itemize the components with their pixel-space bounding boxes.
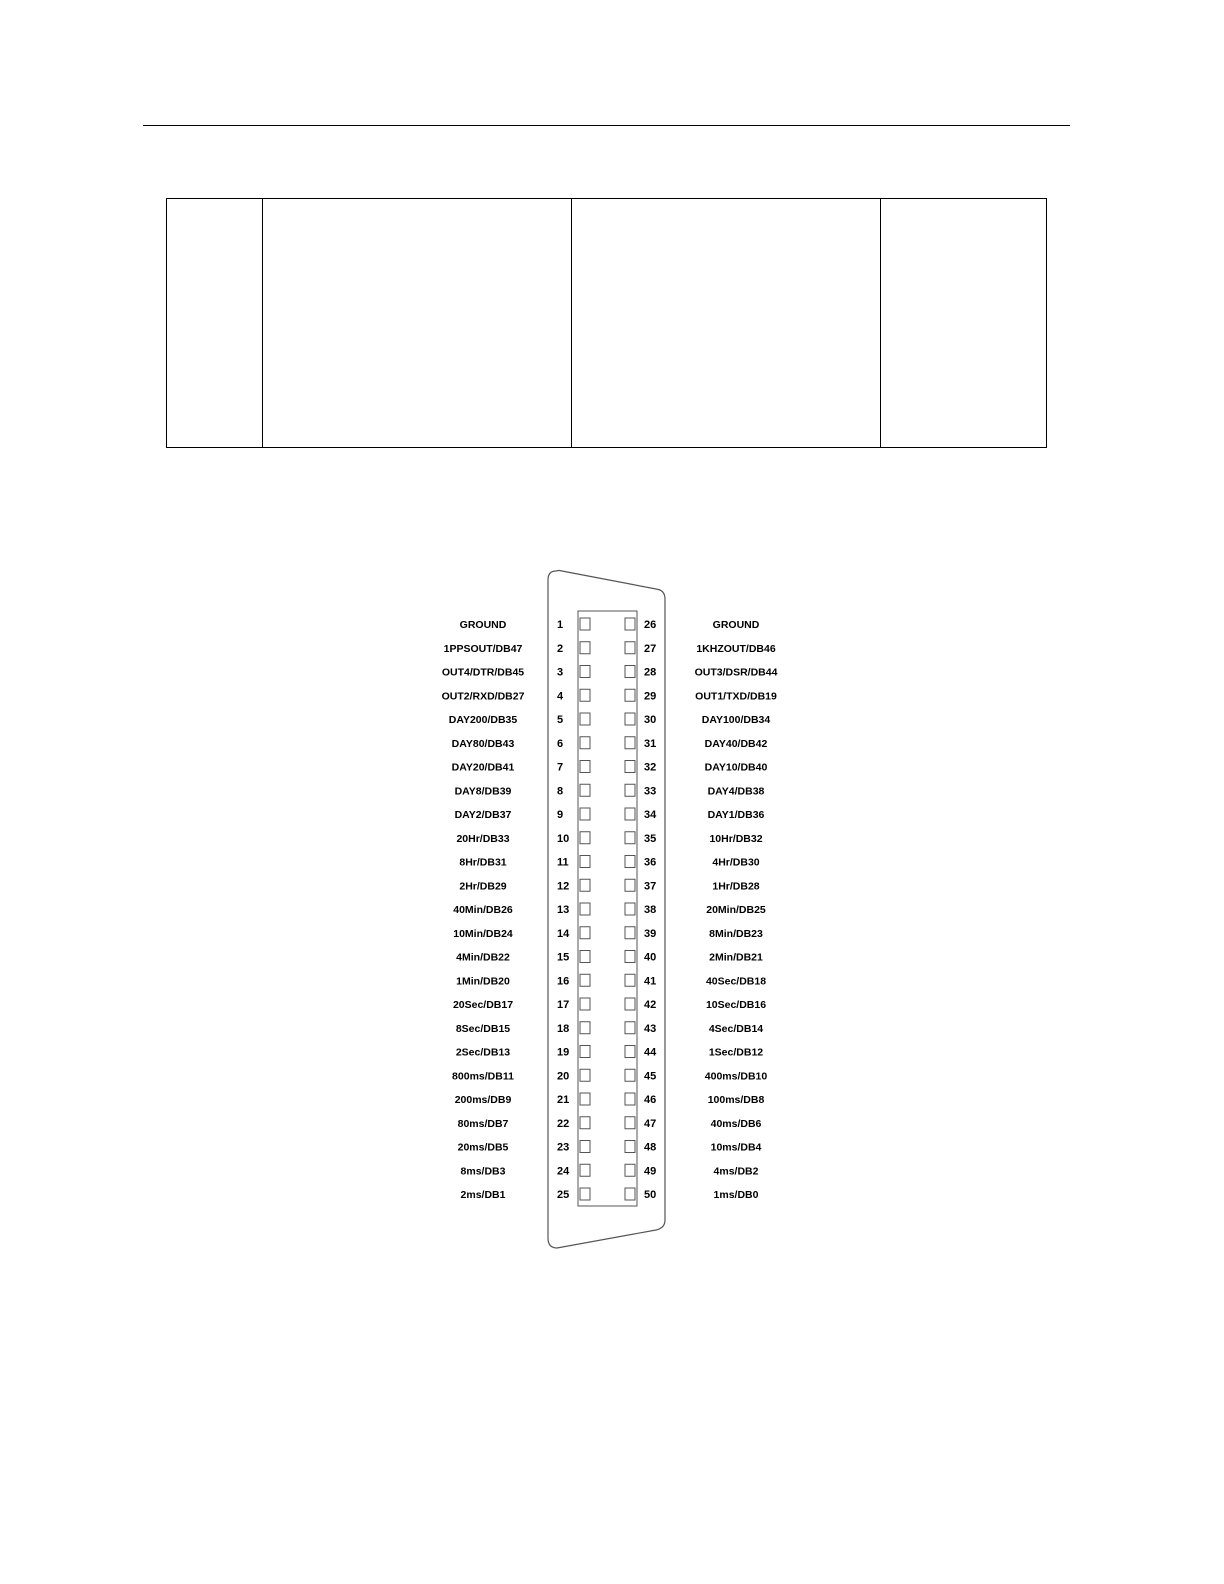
- pin-22-signal-label: 80ms/DB7: [457, 1117, 509, 1130]
- pin-6-contact: [580, 737, 590, 749]
- pin-22-contact: [580, 1117, 590, 1129]
- pin-5-contact: [580, 713, 590, 725]
- pin-37-contact: [625, 879, 635, 891]
- pin-50-signal-label: 1ms/DB0: [713, 1189, 759, 1201]
- pin-2-signal-label: 1PPSOUT/DB47: [443, 642, 523, 655]
- pin-35-contact: [625, 832, 635, 844]
- pin-7-contact: [580, 761, 590, 773]
- pin-34-signal-label: DAY1/DB36: [707, 809, 765, 821]
- pin-7-signal-label: DAY20/DB41: [451, 761, 515, 774]
- pin-3-signal-label: OUT4/DTR/DB45: [441, 666, 525, 679]
- pin-21-contact: [580, 1093, 590, 1105]
- pin-11-contact: [580, 856, 590, 868]
- pin-17-number: 17: [557, 999, 570, 1011]
- pin-40-contact: [625, 951, 635, 963]
- pin-42-signal-label: 10Sec/DB16: [705, 999, 767, 1011]
- pin-5-signal-label: DAY200/DB35: [448, 714, 518, 726]
- pin-20-number: 20: [557, 1070, 570, 1083]
- pin-25-number: 25: [557, 1189, 570, 1201]
- pin-8-signal-label: DAY8/DB39: [454, 785, 512, 798]
- pin-30-contact: [625, 713, 635, 725]
- pin-48-signal-label: 10ms/DB4: [710, 1141, 762, 1154]
- pin-33-contact: [625, 784, 635, 796]
- pin-30-signal-label: DAY100/DB34: [701, 714, 771, 726]
- pin-43-number: 43: [644, 1022, 657, 1035]
- pin-50-contact: [625, 1188, 635, 1200]
- pin-45-contact: [625, 1069, 635, 1081]
- pin-29-contact: [625, 689, 635, 701]
- pin-46-signal-label: 100ms/DB8: [707, 1094, 765, 1106]
- pin-47-signal-label: 40ms/DB6: [710, 1117, 762, 1130]
- pin-7-number: 7: [557, 761, 564, 774]
- pin-31-contact: [625, 737, 635, 749]
- pin-10-contact: [580, 832, 590, 844]
- pin-2-number: 2: [557, 642, 564, 655]
- pin-16-number: 16: [557, 975, 570, 988]
- pin-47-number: 47: [644, 1117, 657, 1130]
- pin-23-contact: [580, 1141, 590, 1153]
- pin-44-number: 44: [644, 1046, 657, 1059]
- pin-20-signal-label: 800ms/DB11: [452, 1070, 514, 1083]
- pin-15-signal-label: 4Min/DB22: [456, 951, 510, 964]
- pin-25-contact: [580, 1188, 590, 1200]
- pin-26-signal-label: GROUND: [712, 619, 760, 631]
- pin-42-number: 42: [644, 999, 657, 1011]
- pin-rows: [442, 618, 778, 1201]
- pin-39-signal-label: 8Min/DB23: [709, 927, 763, 940]
- pin-48-contact: [625, 1141, 635, 1153]
- pin-39-contact: [625, 927, 635, 939]
- pin-44-contact: [625, 1046, 635, 1058]
- pin-27-signal-label: 1KHZOUT/DB46: [696, 642, 776, 655]
- pin-13-signal-label: 40Min/DB26: [453, 904, 513, 916]
- pin-9-signal-label: DAY2/DB37: [454, 809, 512, 821]
- pin-8-contact: [580, 784, 590, 796]
- pin-27-contact: [625, 642, 635, 654]
- pin-35-signal-label: 10Hr/DB32: [709, 832, 763, 845]
- pin-14-contact: [580, 927, 590, 939]
- pin-38-signal-label: 20Min/DB25: [706, 904, 766, 916]
- pin-4-contact: [580, 689, 590, 701]
- pin-9-number: 9: [557, 809, 564, 821]
- pin-4-number: 4: [557, 690, 564, 703]
- pin-8-number: 8: [557, 785, 564, 798]
- pin-31-signal-label: DAY40/DB42: [704, 737, 768, 750]
- pin-36-number: 36: [644, 856, 657, 869]
- pin-30-number: 30: [644, 714, 657, 726]
- pin-28-signal-label: OUT3/DSR/DB44: [694, 666, 778, 679]
- pin-34-number: 34: [644, 809, 657, 821]
- pin-50-number: 50: [644, 1189, 657, 1201]
- pin-32-signal-label: DAY10/DB40: [704, 761, 768, 774]
- pin-32-contact: [625, 761, 635, 773]
- pin-1-number: 1: [557, 619, 564, 631]
- pin-26-contact: [625, 618, 635, 630]
- pin-22-number: 22: [557, 1117, 570, 1130]
- pin-19-number: 19: [557, 1046, 570, 1059]
- pin-10-signal-label: 20Hr/DB33: [456, 832, 510, 845]
- pin-12-number: 12: [557, 880, 570, 893]
- pin-26-number: 26: [644, 619, 657, 631]
- pin-16-contact: [580, 974, 590, 986]
- pin-17-signal-label: 20Sec/DB17: [452, 999, 514, 1011]
- pin-23-number: 23: [557, 1141, 570, 1154]
- pin-28-number: 28: [644, 666, 657, 679]
- pin-44-signal-label: 1Sec/DB12: [708, 1046, 764, 1059]
- pin-45-number: 45: [644, 1070, 657, 1083]
- pin-6-signal-label: DAY80/DB43: [451, 737, 515, 750]
- pin-21-number: 21: [557, 1094, 570, 1106]
- pin-38-contact: [625, 903, 635, 915]
- pin-37-number: 37: [644, 880, 657, 893]
- pin-39-number: 39: [644, 927, 657, 940]
- pin-12-signal-label: 2Hr/DB29: [459, 880, 507, 893]
- pin-15-number: 15: [557, 951, 570, 964]
- pin-13-contact: [580, 903, 590, 915]
- pin-45-signal-label: 400ms/DB10: [704, 1070, 768, 1083]
- pin-36-signal-label: 4Hr/DB30: [712, 856, 760, 869]
- pin-16-signal-label: 1Min/DB20: [456, 975, 510, 988]
- pin-19-contact: [580, 1046, 590, 1058]
- pin-17-contact: [580, 998, 590, 1010]
- pin-15-contact: [580, 951, 590, 963]
- pin-1-contact: [580, 618, 590, 630]
- pin-3-number: 3: [557, 666, 564, 679]
- pin-46-number: 46: [644, 1094, 657, 1106]
- pin-14-number: 14: [557, 927, 570, 940]
- pin-1-signal-label: GROUND: [459, 619, 507, 631]
- pin-49-number: 49: [644, 1165, 657, 1178]
- pin-19-signal-label: 2Sec/DB13: [455, 1046, 511, 1059]
- pin-18-number: 18: [557, 1022, 570, 1035]
- pin-28-contact: [625, 666, 635, 678]
- pin-11-number: 11: [557, 856, 569, 869]
- pin-25-signal-label: 2ms/DB1: [460, 1189, 506, 1201]
- pin-33-signal-label: DAY4/DB38: [707, 785, 765, 798]
- pin-49-contact: [625, 1164, 635, 1176]
- pin-47-contact: [625, 1117, 635, 1129]
- pin-6-number: 6: [557, 737, 564, 750]
- pin-46-contact: [625, 1093, 635, 1105]
- pin-24-signal-label: 8ms/DB3: [460, 1165, 506, 1178]
- pin-18-signal-label: 8Sec/DB15: [455, 1022, 511, 1035]
- pin-10-number: 10: [557, 832, 570, 845]
- pin-42-contact: [625, 998, 635, 1010]
- pin-2-contact: [580, 642, 590, 654]
- pin-20-contact: [580, 1069, 590, 1081]
- pin-31-number: 31: [644, 737, 657, 750]
- pin-43-contact: [625, 1022, 635, 1034]
- pin-41-contact: [625, 974, 635, 986]
- pin-18-contact: [580, 1022, 590, 1034]
- pin-24-number: 24: [557, 1165, 570, 1178]
- pin-33-number: 33: [644, 785, 657, 798]
- pin-24-contact: [580, 1164, 590, 1176]
- pin-4-signal-label: OUT2/RXD/DB27: [441, 690, 525, 703]
- pin-3-contact: [580, 666, 590, 678]
- pin-40-signal-label: 2Min/DB21: [709, 951, 763, 964]
- pin-40-number: 40: [644, 951, 657, 964]
- pin-41-number: 41: [644, 975, 657, 988]
- pin-34-contact: [625, 808, 635, 820]
- pin-27-number: 27: [644, 642, 657, 655]
- pin-29-signal-label: OUT1/TXD/DB19: [695, 690, 777, 703]
- pin-21-signal-label: 200ms/DB9: [454, 1094, 512, 1106]
- pin-48-number: 48: [644, 1141, 657, 1154]
- pin-29-number: 29: [644, 690, 657, 703]
- pin-38-number: 38: [644, 904, 657, 916]
- pin-36-contact: [625, 856, 635, 868]
- pin-49-signal-label: 4ms/DB2: [713, 1165, 759, 1178]
- pin-13-number: 13: [557, 904, 570, 916]
- pin-41-signal-label: 40Sec/DB18: [705, 975, 767, 988]
- pin-35-number: 35: [644, 832, 657, 845]
- pin-11-signal-label: 8Hr/DB31: [459, 856, 507, 869]
- pin-12-contact: [580, 879, 590, 891]
- pin-5-number: 5: [557, 714, 564, 726]
- pin-43-signal-label: 4Sec/DB14: [708, 1022, 764, 1035]
- pin-14-signal-label: 10Min/DB24: [453, 927, 513, 940]
- pin-37-signal-label: 1Hr/DB28: [712, 880, 760, 893]
- pin-9-contact: [580, 808, 590, 820]
- pin-23-signal-label: 20ms/DB5: [457, 1141, 509, 1154]
- pin-32-number: 32: [644, 761, 657, 774]
